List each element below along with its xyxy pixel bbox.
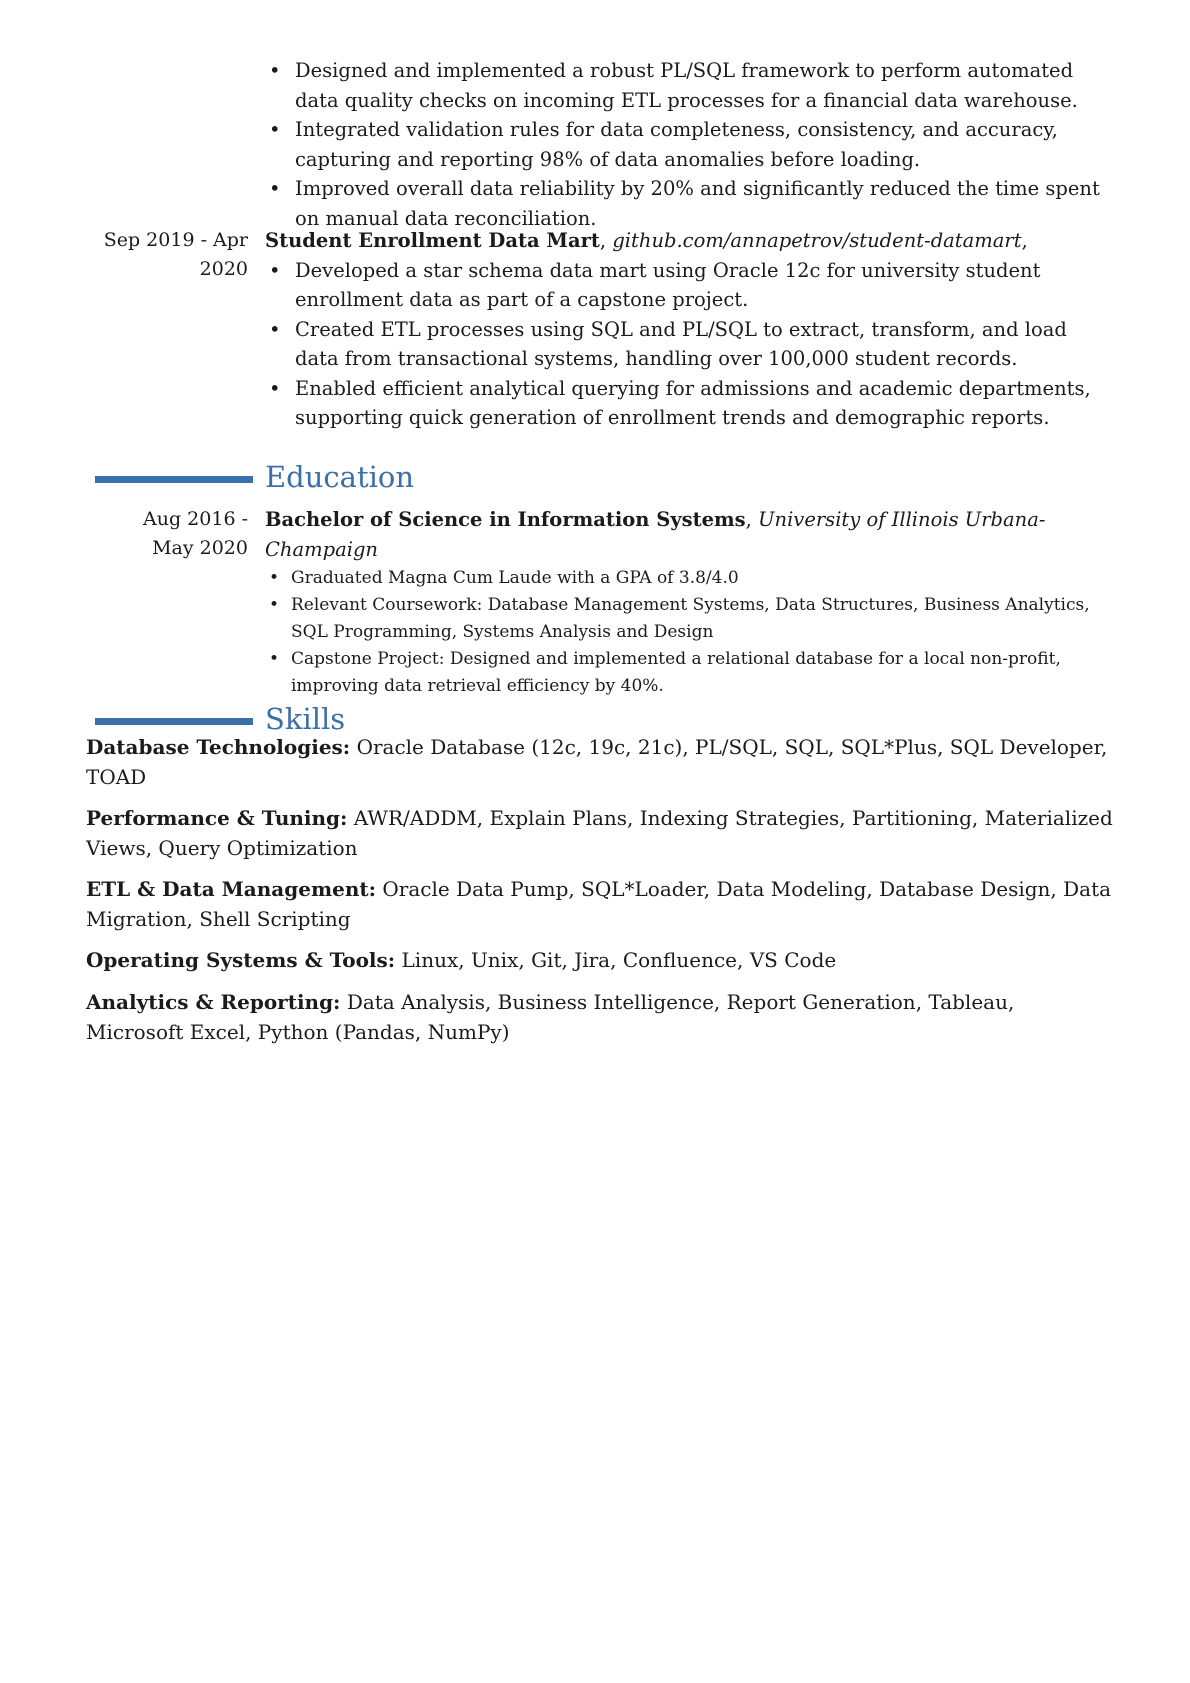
skill-label: ETL & Data Management: [86,877,376,901]
section-title-skills: Skills [265,702,346,736]
list-item: • Improved overall data reliability by 20% and significantly reduced the time spent on manual data reconciliation. [265,174,1110,233]
education-date [84,505,248,563]
skill-value: AWR/ADDM, Explain Plans, Indexing Strategies, Partitioning, Materialized Views, Query Optimization [86,806,1113,860]
list-item: • Developed a star schema data mart using Oracle 12c for university student enrollment data as part of a capstone project. [265,256,1110,315]
section-divider-bar [95,476,253,483]
project-link[interactable]: github.com/annapetrov/student-datamart [612,229,1022,252]
project-date-end: 2020 [199,258,248,280]
section-title-education: Education [265,460,415,494]
skill-row [86,733,1116,792]
education-school-cont [265,535,1110,565]
project-date [84,226,248,284]
skill-value: Linux, Unix, Git, Jira, Confluence, VS Code [401,948,837,972]
education-bullets [265,565,1110,700]
education-date-end: May 2020 [152,537,248,559]
education-body [265,505,1110,700]
project-title: Student Enrollment Data Mart [265,229,600,252]
list-item: • Capstone Project: Designed and implemented a relational database for a local non-profit, improving data retrieval efficiency by 40%. [265,646,1110,700]
list-item: • Relevant Coursework: Database Management Systems, Data Structures, Business Analytics, SQL Programming, Systems Analysis and Design [265,592,1110,646]
skill-row [86,875,1116,934]
list-item: • Enabled efficient analytical querying for admissions and academic departments, supporting quick generation of enrollment trends and demographic reports. [265,374,1110,433]
skill-value: Oracle Database (12c, 19c, 21c), PL/SQL, SQL, SQL*Plus, SQL Developer, TOAD [86,735,1108,789]
previous-project-body [265,56,1110,233]
education-title-line: Bachelor of Science in Information Systems, University of Illinois Urbana- [265,508,1046,531]
school-name: University of Illinois Urbana- [758,508,1046,531]
degree-name: Bachelor of Science in Information Systems [265,508,746,531]
skill-row [86,988,1116,1047]
project-bullets [265,256,1110,433]
skill-value: Oracle Data Pump, SQL*Loader, Data Modeling, Database Design, Data Migration, Shell Scripting [86,877,1112,931]
project-body [265,226,1110,433]
list-item: • Integrated validation rules for data completeness, consistency, and accuracy, capturing and reporting 98% of data anomalies before loading. [265,115,1110,174]
skill-row [86,804,1116,863]
education-date-start: Aug 2016 - [143,508,248,530]
skill-row [86,946,1116,976]
previous-project-bullets [265,56,1110,233]
skill-label: Performance & Tuning: [86,806,348,830]
list-item: • Created ETL processes using SQL and PL/SQL to extract, transform, and load data from transactional systems, handling over 100,000 student records. [265,315,1110,374]
skill-value: Data Analysis, Business Intelligence, Report Generation, Tableau, Microsoft Excel, Python (Pandas, NumPy) [86,990,1015,1044]
skill-label: Analytics & Reporting: [86,990,341,1014]
school-name-cont: Champaign [265,537,378,561]
project-title-line: Student Enrollment Data Mart, github.com/annapetrov/student-datamart, [265,229,1028,252]
education-section-header [0,458,1190,498]
section-divider-bar [95,718,253,725]
skill-label: Operating Systems & Tools: [86,948,396,972]
list-item: • Designed and implemented a robust PL/SQL framework to perform automated data quality checks on incoming ETL processes for a financial data warehouse. [265,56,1110,115]
project-date-start: Sep 2019 - Apr [103,229,248,251]
list-item: • Graduated Magna Cum Laude with a GPA of 3.8/4.0 [265,565,1110,592]
skill-label: Database Technologies: [86,735,351,759]
